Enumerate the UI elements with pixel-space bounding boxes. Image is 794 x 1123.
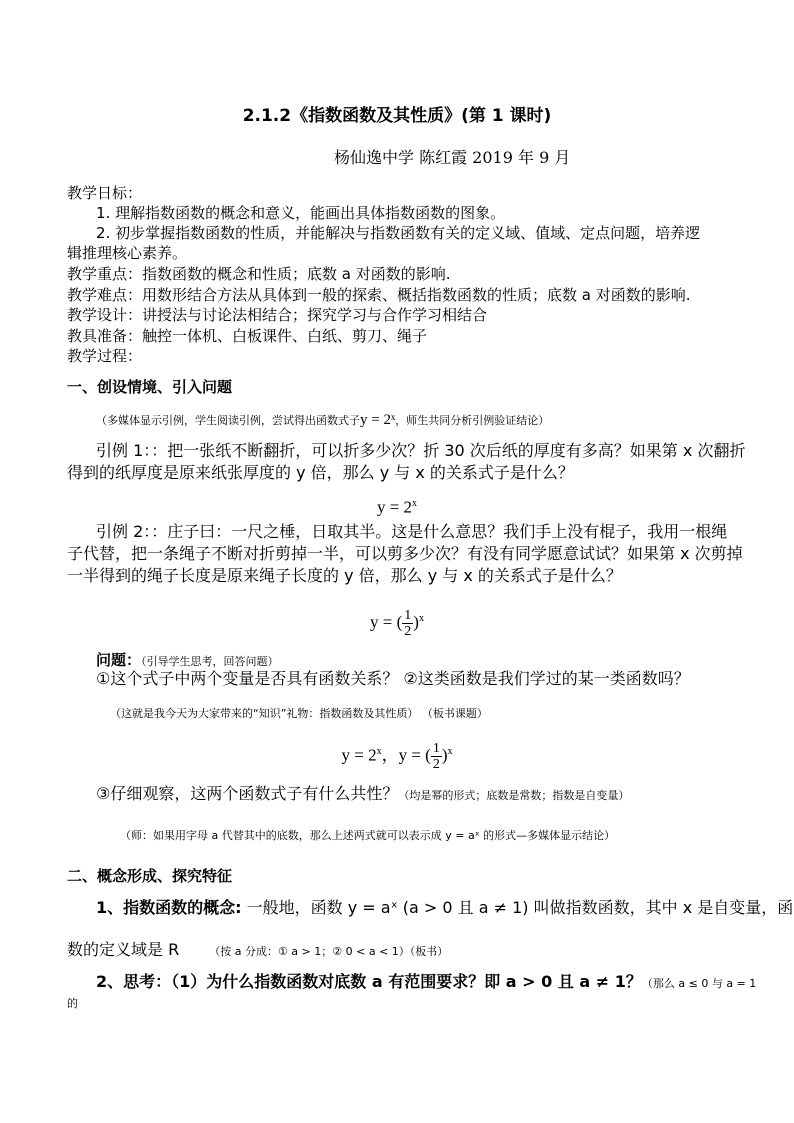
domain-note: （按 a 分成：① a > 1；② 0 < a < 1）（板书） <box>209 945 449 958</box>
concept-line <box>96 898 793 918</box>
fraction-numerator: 1 <box>404 608 412 624</box>
domain-line <box>67 940 448 962</box>
fraction-numerator: 1 <box>432 741 440 757</box>
gift-note: （这就是我今天为大家带来的“知识”礼物：指数函数及其性质） （板书课题） <box>110 707 488 720</box>
teaching-tools: 教具准备：触控一体机、白板课件、白纸、剪刀、绳子 <box>67 327 428 345</box>
question-1-2: ①这个式子中两个变量是否具有函数关系？ ②这类函数是我们学过的某一类函数吗？ <box>96 669 690 688</box>
teaching-design: 教学设计：讲授法与讨论法相结合；探究学习与合作学习相结合 <box>67 306 488 324</box>
example-1-line-1: 引例 1：：把一张纸不断翻折，可以折多少次？折 30 次后纸的厚度有多高？如果第 x 次翻折 <box>96 441 746 460</box>
formula-1-base: y = 2 <box>376 497 413 517</box>
section-1-note-formula: y = 2ˣ <box>360 412 396 428</box>
formula-1-exponent: x <box>412 498 418 509</box>
objective-1: 1. 理解指数函数的概念和意义，能画出具体指数函数的图象。 <box>96 204 506 222</box>
formula-2-lhs: y = ( <box>370 612 403 632</box>
author-byline: 杨仙逸中学 陈红霞 2019 年 9 月 <box>334 148 571 167</box>
objective-2-line-2: 辑推理核心素养。 <box>67 244 188 262</box>
difficulties: 教学难点：用数形结合方法从具体到一般的探索、概括指数函数的性质；底数 a 对函数的影响. <box>67 286 691 304</box>
concept-text: 一般地，函数 y = aˣ (a > 0 且 a ≠ 1) 叫做指数函数，其中 x 是自变量，函 <box>246 898 794 917</box>
example-2-line-2: 子代替，把一条绳子不断对折剪掉一半，可以剪多少次？有没有同学愿意试试？如果第 x 次剪掉 <box>67 544 743 563</box>
lesson-title: 2.1.2《指数函数及其性质》(第 1 课时) <box>242 106 552 126</box>
formula-3-first: y = 2 <box>341 745 377 765</box>
formula-2-exponent: x <box>418 613 424 624</box>
section-1-note-pre: （多媒体显示引例，学生阅读引例，尝试得出函数式子 <box>96 414 360 427</box>
think-label: 2、思考：（1）为什么指数函数对底数 a 有范围要求？即 a > 0 且 a ≠ 1？ <box>96 972 642 991</box>
question-3-text: ③仔细观察，这两个函数式子有什么共性？ <box>96 784 399 803</box>
question-3-note: （均是幂的形式；底数是常数；指数是自变量） <box>398 789 630 802</box>
key-points: 教学重点：指数函数的概念和性质；底数 a 对函数的影响. <box>67 265 451 283</box>
formula-2 <box>0 604 794 639</box>
fraction-denominator: 2 <box>432 757 440 773</box>
section-1-note <box>96 410 549 431</box>
think-note-continued: 的 <box>67 997 78 1010</box>
teaching-process: 教学过程： <box>67 347 143 365</box>
teacher-note: （师：如果用字母 a 代替其中的底数，那么上述两式就可以表示成 y = aˣ 的形式—多媒体显示结论） <box>120 829 616 842</box>
concept-label: 1、指数函数的概念: <box>96 898 242 917</box>
section-1-heading: 一、创设情境、引入问题 <box>67 378 233 396</box>
formula-3-rhs: ) <box>441 745 448 765</box>
formula-3-separator: ，y = ( <box>381 745 431 765</box>
question-3 <box>96 784 629 806</box>
section-1-note-post: ，师生共同分析引例验证结论） <box>395 414 550 427</box>
formula-3 <box>0 737 794 772</box>
objectives-heading: 教学日标： <box>67 184 143 202</box>
formula-3-exponent: x <box>447 746 453 757</box>
formula-2-rhs: ) <box>413 612 419 632</box>
example-1-line-2: 得到的纸厚度是原来纸张厚度的 y 倍，那么 y 与 x 的关系式子是什么？ <box>67 463 574 482</box>
formula-1 <box>0 494 794 518</box>
example-2-line-3: 一半得到的绳子长度是原来绳子长度的 y 倍，那么 y 与 x 的关系式子是什么？ <box>67 566 622 585</box>
section-2-heading: 二、概念形成、探究特征 <box>67 867 233 885</box>
fraction-denominator: 2 <box>404 624 412 640</box>
think-line <box>96 972 756 994</box>
question-label: 问题： <box>96 651 142 669</box>
formula-3-first-exponent: x <box>376 746 382 757</box>
think-note: （那么 a ≤ 0 与 a = 1 <box>641 977 757 990</box>
objective-2-line-1: 2. 初步掌握指数函数的性质，并能解决与指数函数有关的定义域、值域、定点问题，培养逻 <box>96 224 701 242</box>
formula-3-fraction <box>431 741 442 772</box>
example-2-line-1: 引例 2：：庄子曰：一尺之棰，日取其半。这是什么意思？我们手上没有棍子，我用一根绳 <box>96 522 728 541</box>
question-note: （引导学生思考，回答问题） <box>141 655 279 668</box>
domain-text: 数的定义域是 R <box>67 940 180 959</box>
formula-2-fraction <box>402 608 413 639</box>
